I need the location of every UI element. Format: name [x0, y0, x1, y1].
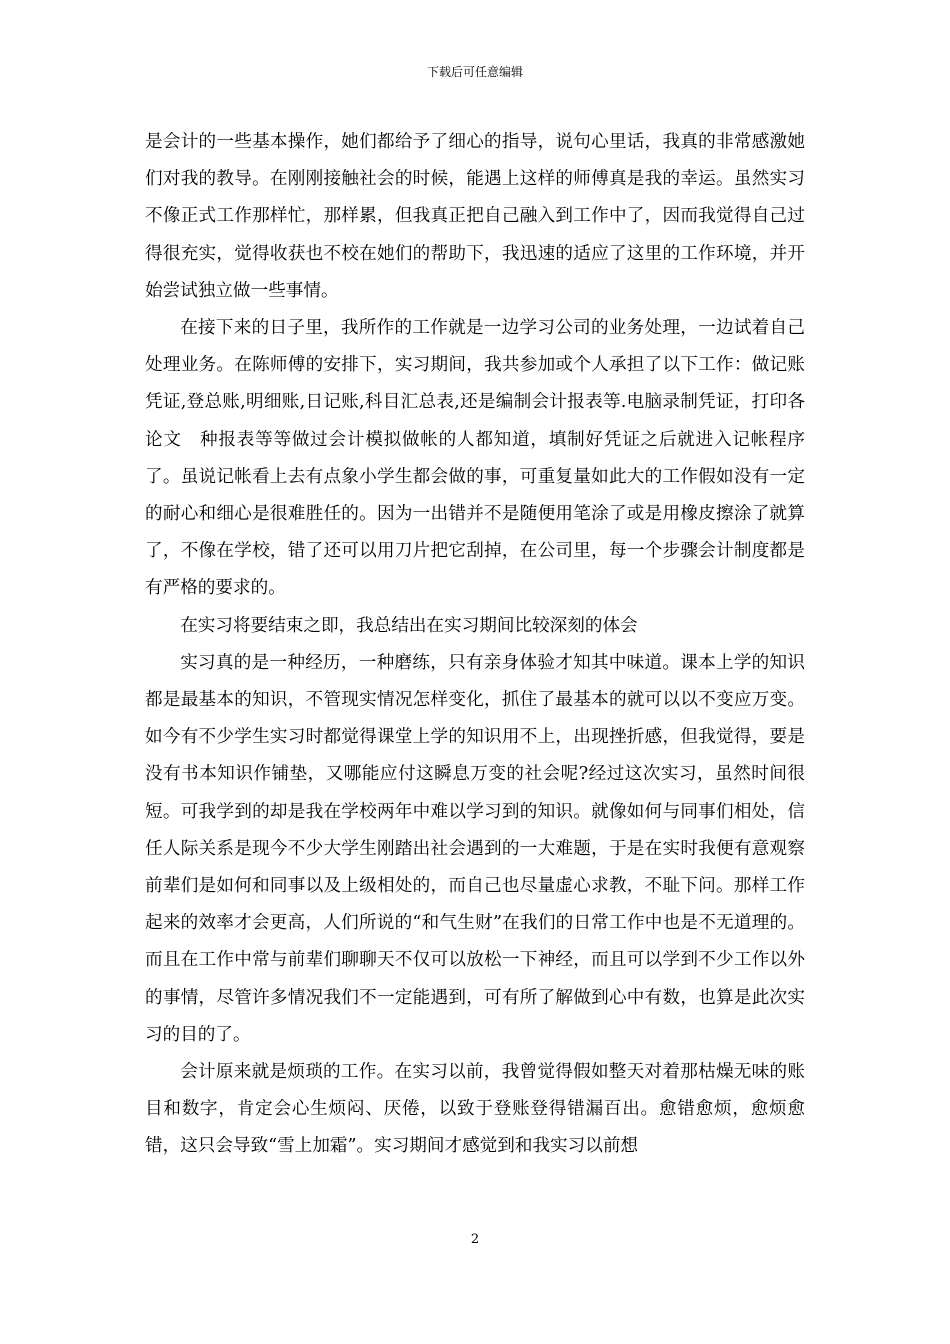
- paragraph-1: 是会计的一些基本操作，她们都给予了细心的指导，说句心里话，我真的非常感激她们对我的教导。在刚刚接触社会的时候，能遇上这样的师傅真是我的幸运。虽然实习不像正式工作那样忙，那样累，但我真正把自己融入到工作中了，因而我觉得自己过得很充实，觉得收获也不校在她们的帮助下，我迅速的适应了这里的工作环境，并开始尝试独立做一些事情。: [145, 132, 805, 301]
- page-header: 下载后可任意编辑: [426, 65, 523, 79]
- paragraph-4: 实习真的是一种经历，一种磨练，只有亲身体验才知其中味道。课本上学的知识都是最基本的知识，不管现实情况怎样变化，抓住了最基本的就可以以不变应万变。如今有不少学生实习时都觉得课堂上学的知识用不上，出现挫折感，但我觉得，要是没有书本知识作铺垫，又哪能应付这瞬息万变的社会呢?经过这次实习，虽然时间很短。可我学到的却是我在学校两年中难以学习到的知识。就像如何与同事们相处，信任人际关系是现今不少大学生刚踏出社会遇到的一大难题，于是在实时我便有意观察前辈们是如何和同事以及上级相处的，而自己也尽量虚心求教，不耻下问。那样工作起来的效率才会更高，人们所说的“和气生财”在我们的日常工作中也是不无道理的。而且在工作中常与前辈们聊聊天不仅可以放松一下神经，而且可以学到不少工作以外的事情，尽管许多情况我们不一定能遇到，可有所了解做到心中有数，也算是此次实习的目的了。: [145, 652, 805, 1045]
- document-body: [145, 124, 805, 1166]
- paragraph-5: 会计原来就是烦琐的工作。在实习以前，我曾觉得假如整天对着那枯燥无味的账目和数字，肯定会心生烦闷、厌倦，以致于登账登得错漏百出。愈错愈烦，愈烦愈错，这只会导致“雪上加霜”。实习期间才感觉到和我实习以前想: [145, 1062, 805, 1157]
- paragraph-3: 在实习将要结束之即，我总结出在实习期间比较深刻的体会: [180, 615, 638, 636]
- page-number: 2: [470, 1232, 480, 1247]
- paragraph-2: 在接下来的日子里，我所作的工作就是一边学习公司的业务处理，一边试着自己处理业务。在陈师傅的安排下，实习期间，我共参加或个人承担了以下工作：做记账凭证,登总账,明细账,日记账,科目汇总表,还是编制会计报表等.电脑录制凭证，打印各论文 种报表等等做过会计模拟做帐的人都知道，填制好凭证之后就进入记帐程序了。虽说记帐看上去有点象小学生都会做的事，可重复量如此大的工作假如没有一定的耐心和细心是很难胜任的。因为一出错并不是随便用笔涂了或是用橡皮擦涂了就算了，不像在学校，错了还可以用刀片把它刮掉，在公司里，每一个步骤会计制度都是有严格的要求的。: [145, 318, 805, 599]
